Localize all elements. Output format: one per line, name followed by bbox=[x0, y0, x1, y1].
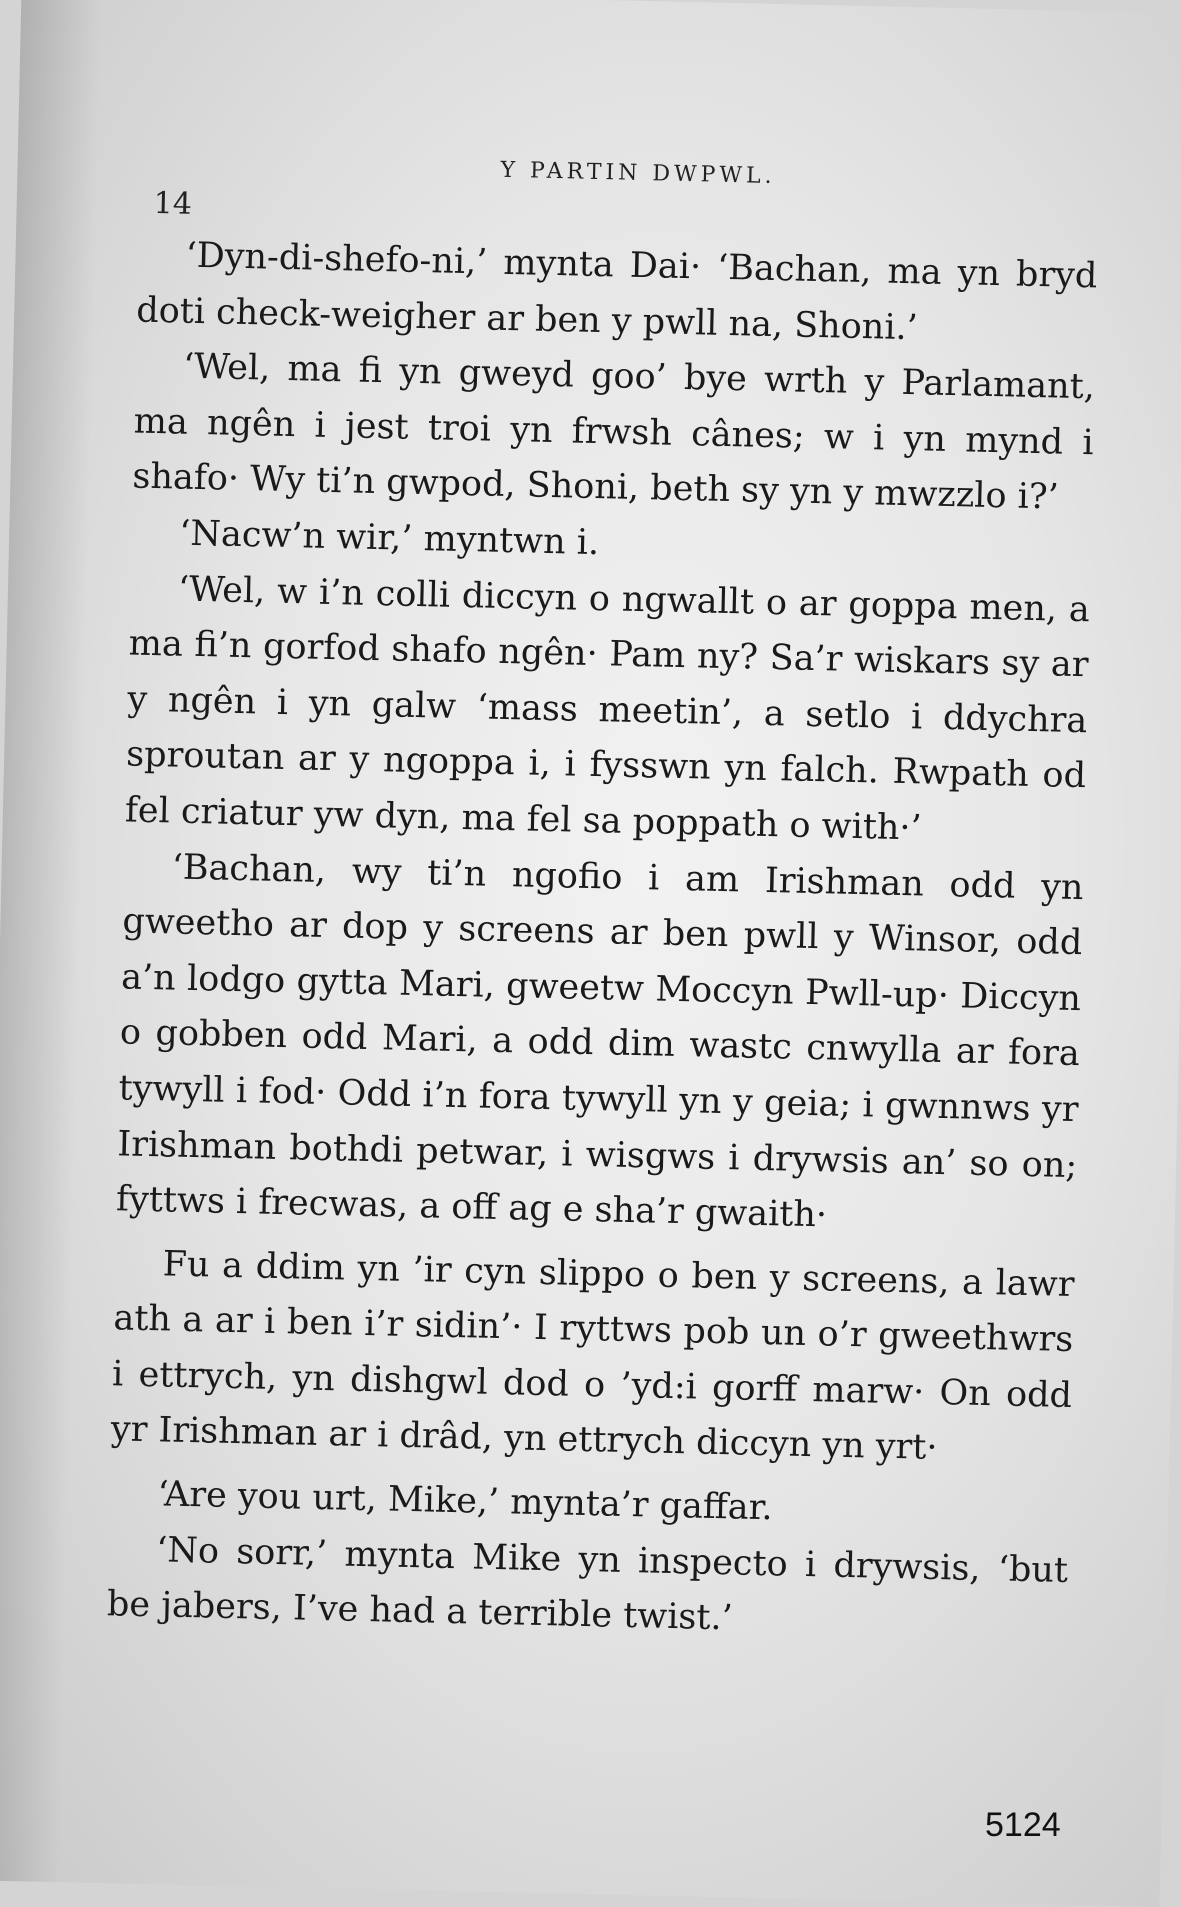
paragraph: ‘Are you urt, Mike,’ mynta’r gaffar. bbox=[157, 1474, 774, 1529]
paragraph: ‘Dyn-di-shefo-ni,’ mynta Dai· ‘Bachan, ma yn bryd doti check-weigher ar ben y pwll na, Shoni.’ bbox=[135, 235, 1098, 348]
paragraph: ‘Wel, ma fi yn gweyd goo’ bye wrth y Parlamant, ma ngên i jest troi yn frwsh cânes; w i yn mynd i shafo· Wy ti’n gwpod, Shoni, beth sy yn y mwzzlo i?’ bbox=[132, 346, 1096, 518]
page-shadow bbox=[0, 0, 102, 1882]
archive-stamp-number: 5124 bbox=[985, 1806, 1061, 1844]
page-number: 14 bbox=[153, 185, 193, 222]
paragraph: ‘Bachan, wy ti’n ngofio i am Irishman odd yn gweetho ar dop y screens ar ben pwll y Winsor, odd a’n lodgo gytta Mari, gweetw Moccyn Pwll-up· Diccyn o gobben odd Mari, a odd dim wastc cnwylla ar fora tywyll i fod· Odd i’n fora tywyll yn y geia; i gwnnws yr Irishman bothdi petwar, i wisgws i drywsis an’ so on; fyttws i frecwas, a off ag e sha’r gwaith· bbox=[115, 847, 1084, 1236]
paragraph: ‘No sorr,’ mynta Mike yn inspecto i drywsis, ‘but be jabers, I’ve had a terrible twist.’ bbox=[106, 1529, 1069, 1639]
paragraph: ‘Wel, w i’n colli diccyn o ngwallt o ar goppa men, a ma fi’n gorfod shafo ngên· Pam ny? Sa’r wiskars sy ar y ngên i yn galw ‘mass meetin’, a setlo i ddychra sproutan ar y ngoppa i, i fysswn yn falch. Rwpath od fel criatur yw dyn, ma fel sa poppath o with·’ bbox=[124, 569, 1091, 849]
running-title: Y PARTIN DWPWL. bbox=[500, 157, 776, 189]
paragraph: ‘Nacw’n wir,’ myntwn i. bbox=[178, 513, 600, 564]
paragraph: Fu a ddim yn ’ir cyn slippo o ben y screens, a lawr ath a ar i ben i’r sidin’· I ryttws pob un o’r gweethwrs i ettrych, yn dishgwl dod o ’yd:i gorff marw· On odd yr Irishman ar i drâd, yn ettrych diccyn yn yrt· bbox=[110, 1244, 1075, 1469]
body-text bbox=[106, 228, 1098, 1655]
